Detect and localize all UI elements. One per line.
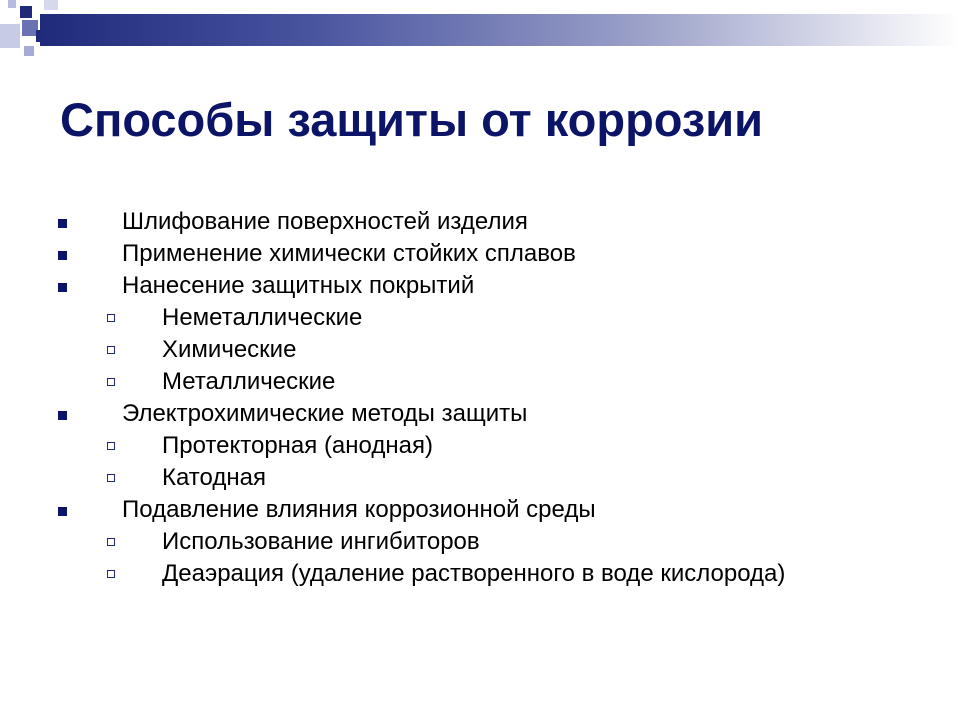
decor-square-1 xyxy=(8,0,16,8)
sub-list-item xyxy=(0,334,960,366)
square-bullet-icon xyxy=(58,507,67,516)
bullet-list xyxy=(0,206,960,590)
list-item-text: Применение химически стойких сплавов xyxy=(122,240,576,267)
sub-list-item xyxy=(0,462,960,494)
sub-list-item xyxy=(0,430,960,462)
list-item-text: Подавление влияния коррозионной среды xyxy=(122,496,596,523)
sub-list-item xyxy=(0,558,960,590)
sub-list-item-text: Катодная xyxy=(162,464,266,491)
list-item xyxy=(0,270,960,302)
decor-square-7 xyxy=(24,46,34,56)
square-bullet-icon xyxy=(58,219,67,228)
sub-list-item xyxy=(0,366,960,398)
slide-title: Способы защиты от коррозии xyxy=(60,93,764,146)
hollow-square-bullet-icon xyxy=(107,570,115,578)
sub-list-item-text: Деаэрация (удаление растворенного в воде кислорода) xyxy=(162,560,786,587)
list-item-text: Электрохимические методы защиты xyxy=(122,400,528,427)
list-item-text: Шлифование поверхностей изделия xyxy=(122,208,528,235)
square-bullet-icon xyxy=(58,283,67,292)
hollow-square-bullet-icon xyxy=(107,346,115,354)
hollow-square-bullet-icon xyxy=(107,442,115,450)
hollow-square-bullet-icon xyxy=(107,314,115,322)
sub-list-item-text: Химические xyxy=(162,336,297,363)
sub-list-item xyxy=(0,302,960,334)
sub-list-item-text: Использование ингибиторов xyxy=(162,528,480,555)
list-item xyxy=(0,206,960,238)
sub-list-item-text: Неметаллические xyxy=(162,304,363,331)
square-bullet-icon xyxy=(58,251,67,260)
decor-square-2 xyxy=(20,6,32,18)
list-item xyxy=(0,398,960,430)
hollow-square-bullet-icon xyxy=(107,378,115,386)
square-bullet-icon xyxy=(58,411,67,420)
hollow-square-bullet-icon xyxy=(107,474,115,482)
list-item xyxy=(0,238,960,270)
hollow-square-bullet-icon xyxy=(107,538,115,546)
list-item-text: Нанесение защитных покрытий xyxy=(122,272,475,299)
sub-list-item-text: Протекторная (анодная) xyxy=(162,432,433,459)
decor-square-6 xyxy=(44,0,58,10)
list-item xyxy=(0,494,960,526)
header-gradient-bar xyxy=(40,14,960,46)
sub-list-item-text: Металлические xyxy=(162,368,336,395)
decor-square-3 xyxy=(0,24,20,48)
sub-list-item xyxy=(0,526,960,558)
